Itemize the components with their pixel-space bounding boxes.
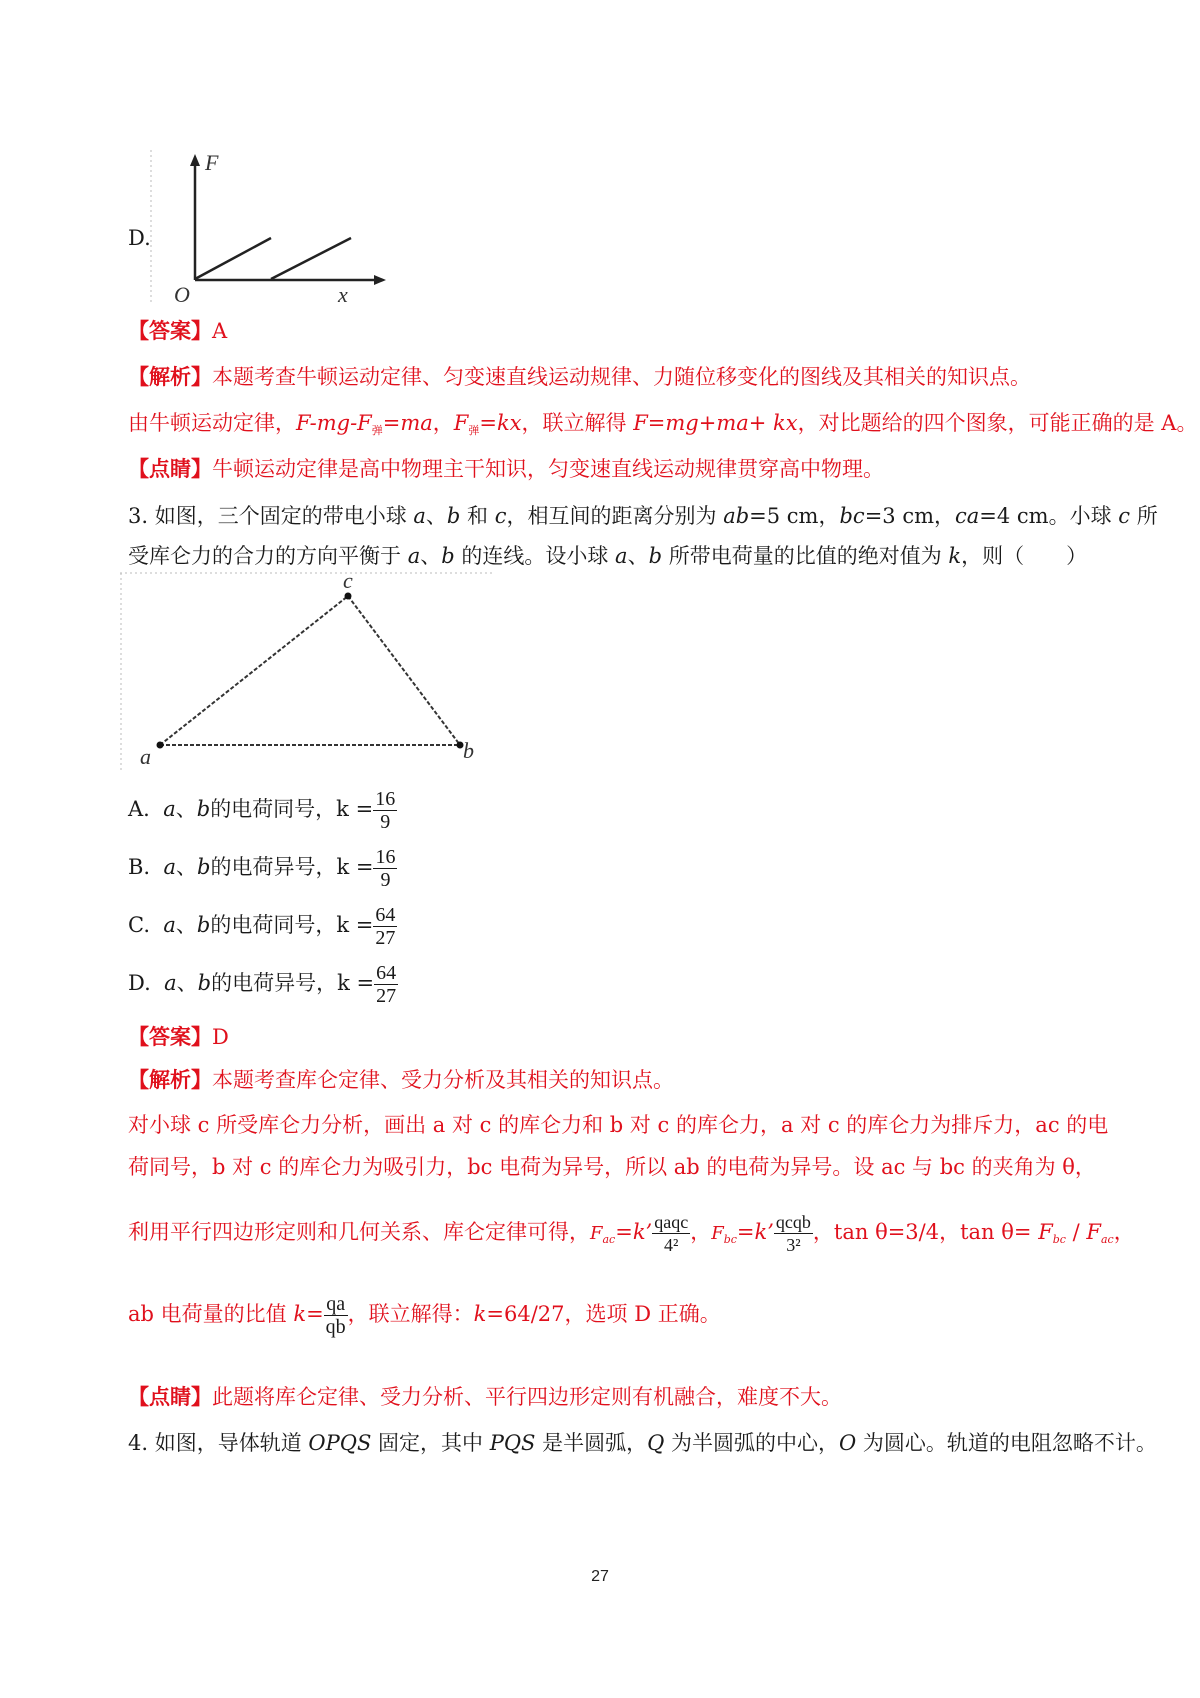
var: b: [196, 797, 211, 821]
var: ab: [723, 504, 750, 528]
text: 受库仑力的合力的方向平衡于: [128, 544, 408, 568]
q2-analysis-line1: [128, 362, 1031, 392]
q3-analysis-line1: [128, 1065, 674, 1095]
text: 、: [176, 971, 198, 995]
page-number: 27: [591, 1568, 609, 1585]
analysis-text: 本题考查牛顿运动定律、匀变速直线运动规律、力随位移变化的图线及其相关的知识点。: [212, 365, 1031, 389]
var: Q: [647, 1431, 665, 1455]
denominator: 4²: [664, 1235, 679, 1255]
triangle-figure: [120, 572, 500, 772]
fraction-2: [774, 1211, 813, 1256]
var: b: [197, 855, 211, 879]
formula: F: [590, 1223, 603, 1244]
var: a: [163, 797, 176, 821]
text: 、: [425, 504, 447, 528]
var: b: [446, 504, 461, 528]
comment-text: 牛顿运动定律是高中物理主干知识，匀变速直线运动规律贯穿高中物理。: [212, 457, 884, 481]
var: PQS: [489, 1431, 536, 1455]
graph-segment-2: [271, 238, 351, 279]
text: 为半圆弧的中心，: [664, 1431, 840, 1455]
graph-origin-label: O: [174, 282, 190, 305]
option-letter: D.: [128, 971, 151, 995]
analysis-tag: 【解析】: [128, 364, 212, 389]
comment-text: 此题将库仑定律、受力分析、平行四边形定则有机融合，难度不大。: [212, 1385, 842, 1409]
var: c: [494, 504, 507, 528]
text: 4. 如图，导体轨道: [128, 1431, 309, 1455]
formula: =ma: [382, 411, 433, 435]
text: ，联立解得：: [347, 1302, 474, 1326]
var: a: [615, 544, 628, 568]
var: a: [164, 971, 177, 995]
var: a: [413, 504, 426, 528]
analysis-text: 本题考查库仑定律、受力分析及其相关的知识点。: [212, 1068, 674, 1092]
text: =3 cm，: [864, 504, 955, 528]
text: 、: [420, 544, 442, 568]
option-letter: B.: [128, 855, 151, 879]
subscript: bc: [1052, 1233, 1066, 1246]
formula: =k’: [736, 1220, 774, 1244]
fraction-3: [324, 1293, 348, 1338]
text: /: [1065, 1220, 1087, 1244]
side-cb: [348, 596, 460, 745]
graph-y-arrow: [190, 154, 200, 166]
text: 、: [175, 913, 197, 937]
var: a: [407, 544, 421, 568]
formula: F: [453, 411, 469, 435]
formula: =kx: [479, 411, 522, 435]
q3-comment: [128, 1382, 842, 1412]
q3-option-c[interactable]: [128, 904, 397, 949]
side-ac: [160, 596, 348, 745]
label-c: c: [343, 572, 353, 593]
graph-d: [150, 150, 410, 305]
denominator: 9: [380, 811, 391, 833]
text: ，联立解得: [521, 411, 634, 435]
q2-answer: [128, 316, 227, 346]
graph-y-label: F: [205, 150, 219, 175]
q3-answer: [128, 1022, 229, 1052]
text: ab 电荷量的比值: [128, 1302, 294, 1326]
text: ，: [690, 1220, 712, 1244]
var: b: [648, 544, 663, 568]
denominator: 27: [375, 927, 396, 949]
analysis-tag: 【解析】: [128, 1067, 212, 1092]
answer-value: D: [212, 1025, 229, 1049]
text: ，: [1113, 1220, 1135, 1244]
graph-x-arrow: [374, 275, 386, 285]
text: 3. 如图，三个固定的带电小球: [128, 504, 414, 528]
denominator: 27: [376, 985, 397, 1007]
var: b: [196, 913, 211, 937]
option-fraction: [374, 962, 398, 1007]
q3-analysis-line2: 对小球 c 所受库仑力分析，画出 a 对 c 的库仑力和 b 对 c 的库仑力，a 对 c 的库仑力为排斥力，ac 的电: [128, 1113, 1109, 1137]
numerator: 64: [376, 962, 397, 984]
text: 是半圆弧，: [535, 1431, 648, 1455]
q3-analysis-line3: 荷同号，b 对 c 的库仑力为吸引力，bc 电荷为异号，所以 ab 的电荷为异号。设 ac 与 bc 的夹角为 θ，: [128, 1155, 1096, 1179]
text: 和: [460, 504, 495, 528]
text: 利用平行四边形定则和几何关系、库仑定律可得，: [128, 1220, 590, 1244]
formula: F: [711, 1223, 724, 1244]
text: ，tan θ=3/4，tan θ=: [812, 1220, 1039, 1244]
var: k: [948, 544, 962, 568]
answer-tag: 【答案】: [128, 1024, 212, 1049]
text: 、: [627, 544, 649, 568]
text: 为圆心。轨道的电阻忽略不计。: [856, 1431, 1157, 1455]
var: b: [197, 971, 212, 995]
option-fraction: [373, 846, 397, 891]
graph-x-label: x: [338, 282, 348, 305]
option-text: 的电荷同号，k =: [210, 797, 374, 821]
var: ca: [955, 504, 980, 528]
numerator: 64: [375, 904, 396, 926]
option-text: 的电荷异号，k =: [210, 855, 374, 879]
var: bc: [839, 504, 865, 528]
option-d-label: D.: [128, 226, 151, 250]
comment-tag: 【点睛】: [128, 456, 212, 481]
subscript: ac: [1100, 1233, 1114, 1246]
formula: F=mg+ma+ kx: [633, 411, 798, 435]
subscript: 弹: [468, 424, 480, 437]
q4-stem: [128, 1428, 1157, 1458]
var: c: [1118, 504, 1131, 528]
text: ，: [432, 411, 454, 435]
formula: F: [1038, 1220, 1053, 1244]
text: ，对比题给的四个图象，可能正确的是 A。: [797, 411, 1198, 435]
var: O: [839, 1431, 857, 1455]
subscript: ac: [602, 1233, 616, 1246]
text: 、: [175, 797, 197, 821]
text: 由牛顿运动定律，: [128, 411, 296, 435]
formula: =k’: [615, 1220, 653, 1244]
answer-tag: 【答案】: [128, 318, 212, 343]
denominator: qb: [325, 1316, 346, 1338]
option-fraction: [373, 788, 397, 833]
var: OPQS: [308, 1431, 372, 1455]
numerator: qaqc: [654, 1212, 689, 1232]
text: 固定，其中: [371, 1431, 490, 1455]
text: =5 cm，: [749, 504, 840, 528]
option-letter: A.: [128, 797, 150, 821]
text: =4 cm。小球: [979, 504, 1119, 528]
formula: F-mg-F: [296, 411, 372, 435]
point-a: [157, 742, 164, 749]
label-b: b: [463, 738, 474, 763]
numerator: 16: [375, 846, 396, 868]
text: =: [306, 1302, 324, 1326]
q3-option-a[interactable]: [128, 788, 397, 833]
text: 所带电荷量的比值的绝对值为: [662, 544, 949, 568]
numerator: 16: [375, 788, 396, 810]
denominator: 3²: [786, 1235, 801, 1255]
var: a: [163, 913, 176, 937]
var: k: [293, 1302, 307, 1326]
q2-analysis-line2: [128, 408, 1197, 442]
text: 的连线。设小球: [454, 544, 616, 568]
option-text: 的电荷同号，k =: [210, 913, 374, 937]
fraction-1: [652, 1211, 690, 1256]
text: 、: [176, 855, 197, 879]
denominator: 9: [380, 869, 391, 891]
q3-stem-line2: [128, 541, 1087, 571]
text: ，相互间的距离分别为: [506, 504, 724, 528]
subscript: bc: [723, 1233, 737, 1246]
graph-segment-1: [195, 238, 271, 279]
formula: F: [1086, 1220, 1101, 1244]
point-c: [345, 593, 352, 600]
text: ，则（ ）: [961, 544, 1088, 568]
q3-stem-line1: [128, 501, 1158, 531]
subscript: 弹: [371, 424, 383, 437]
text: 所: [1130, 504, 1158, 528]
option-fraction: [373, 904, 397, 949]
q3-analysis-line4: [128, 1208, 1135, 1260]
numerator: qcqb: [775, 1212, 811, 1232]
q2-comment: [128, 454, 884, 484]
q3-option-d[interactable]: [128, 962, 398, 1007]
var: a: [163, 855, 176, 879]
var: k: [473, 1302, 487, 1326]
option-letter: C.: [128, 913, 150, 937]
q3-analysis-line5: [128, 1290, 721, 1338]
numerator: qa: [324, 1293, 348, 1316]
q3-option-b[interactable]: [128, 846, 397, 891]
label-a: a: [140, 744, 151, 769]
answer-value: A: [212, 319, 228, 343]
var: b: [441, 544, 455, 568]
option-text: 的电荷异号，k =: [211, 971, 375, 995]
text: =64/27，选项 D 正确。: [486, 1302, 721, 1326]
comment-tag: 【点睛】: [128, 1384, 212, 1409]
